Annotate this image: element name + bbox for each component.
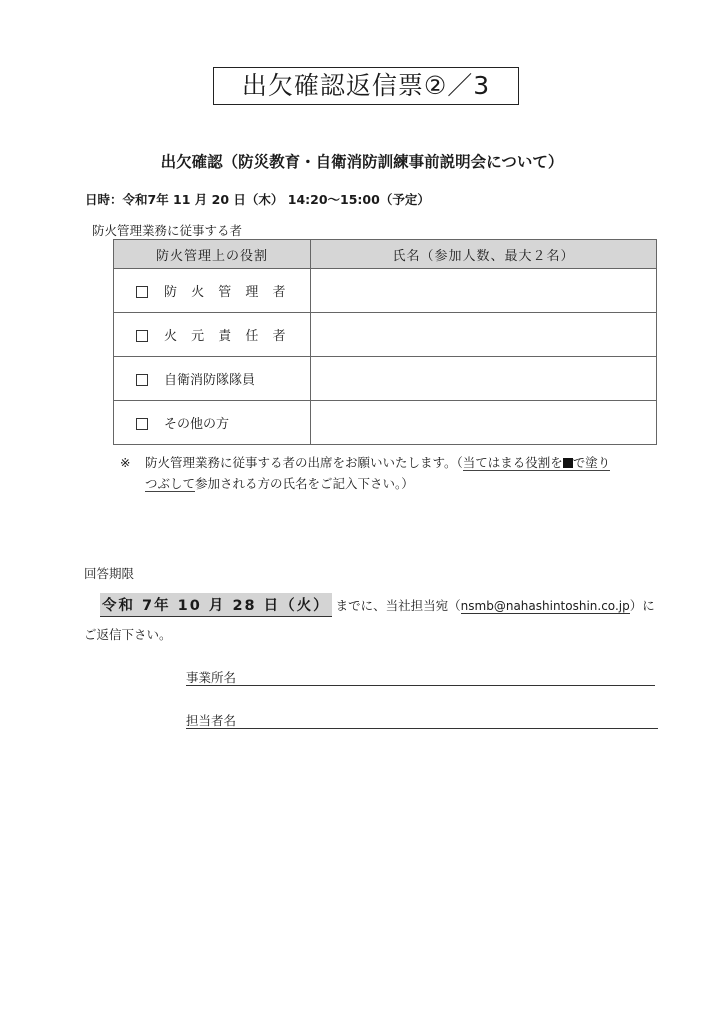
role-cell <box>114 401 311 445</box>
note-text: 防火管理業務に従事する者の出席をお願いいたします。（ <box>145 455 463 470</box>
deadline-text: までに、当社担当宛（ <box>331 598 461 613</box>
checkbox-other[interactable] <box>136 418 148 430</box>
header-name: 氏名（参加人数、最大２名） <box>311 240 657 269</box>
note-underlined-text: つぶして <box>145 476 196 491</box>
deadline-label: 回答期限 <box>84 566 135 581</box>
table-row <box>114 357 657 401</box>
role-label: 自衛消防隊隊員 <box>164 373 256 388</box>
roles-table <box>113 239 657 445</box>
contact-email: nsmb@nahashintoshin.co.jp <box>460 599 630 613</box>
deadline-date: 令和 7年 10 月 28 日（火） <box>100 593 332 617</box>
role-cell <box>114 313 311 357</box>
role-label: その他の方 <box>164 417 230 432</box>
name-input-other[interactable] <box>311 401 657 445</box>
table-row <box>114 313 657 357</box>
role-cell <box>114 269 311 313</box>
person-name-field[interactable] <box>186 711 658 729</box>
note-text-end: 参加される方の氏名をご記入下さい。） <box>195 476 414 491</box>
name-input-fire-manager[interactable] <box>311 269 657 313</box>
note-mark: ※ <box>120 455 131 470</box>
role-label: 防 火 管 理 者 <box>164 285 291 300</box>
person-name-label: 担当者名 <box>186 713 237 728</box>
header-role: 防火管理上の役割 <box>114 240 311 269</box>
filled-square-icon <box>563 458 573 468</box>
deadline-text-end: ）に <box>629 598 655 613</box>
table-caption: 防火管理業務に従事する者 <box>92 223 243 238</box>
name-input-fire-source-officer[interactable] <box>311 313 657 357</box>
deadline-line <box>100 593 655 617</box>
office-name-field[interactable] <box>186 668 655 686</box>
note-underlined-text: で塗り <box>572 455 611 470</box>
role-cell <box>114 357 311 401</box>
table-row <box>114 401 657 445</box>
checkbox-fire-source-officer[interactable] <box>136 330 148 342</box>
name-input-fire-brigade-member[interactable] <box>311 357 657 401</box>
office-name-label: 事業所名 <box>186 670 237 685</box>
instruction-note <box>120 452 680 494</box>
table-header-row <box>114 240 657 269</box>
role-label: 火 元 責 任 者 <box>164 329 291 344</box>
checkbox-fire-brigade-member[interactable] <box>136 374 148 386</box>
page-title: 出欠確認返信票②／3 <box>213 67 519 105</box>
subtitle: 出欠確認（防災教育・自衛消防訓練事前説明会について） <box>160 153 564 171</box>
event-datetime: 日時：令和7年 11 月 20 日（木） 14:20～15:00（予定） <box>85 192 430 207</box>
checkbox-fire-manager[interactable] <box>136 286 148 298</box>
table-row <box>114 269 657 313</box>
note-underlined-text: 当てはまる役割を <box>462 455 563 470</box>
deadline-line2: ご返信下さい。 <box>84 627 172 642</box>
